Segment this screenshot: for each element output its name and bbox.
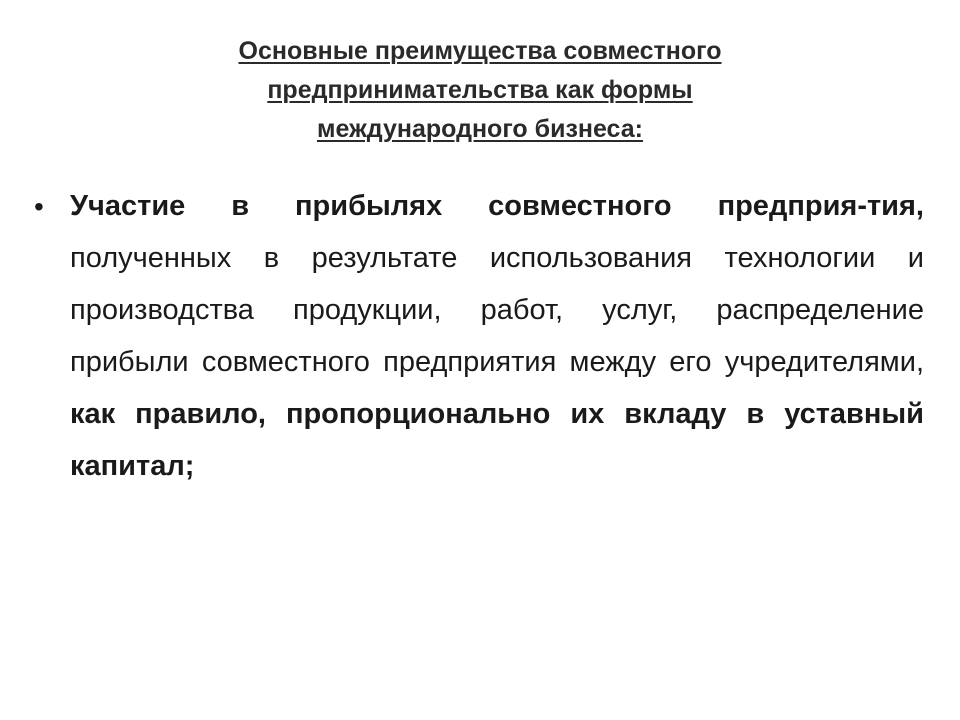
bullet-middle: полученных в результате использования технологии и производства продукции, работ, услуг, распределение прибыли совместного предприятия между его учредителями, — [70, 242, 924, 378]
bullet-lead-bold: Участие в прибылях совместного предприя-тия, — [70, 190, 924, 222]
slide-title — [110, 32, 850, 149]
bullet-dot-icon: • — [34, 191, 44, 222]
title-line-2: предпринимательства как формы — [267, 76, 693, 104]
bullet-item — [28, 180, 928, 492]
title-line-3: международного бизнеса: — [317, 115, 643, 143]
bullet-tail-bold: как правило, пропорционально их вкладу в уставный капитал; — [70, 398, 924, 482]
title-line-1: Основные преимущества совместного — [238, 37, 722, 65]
bullet-text — [70, 180, 924, 492]
bullet-list — [28, 180, 928, 492]
